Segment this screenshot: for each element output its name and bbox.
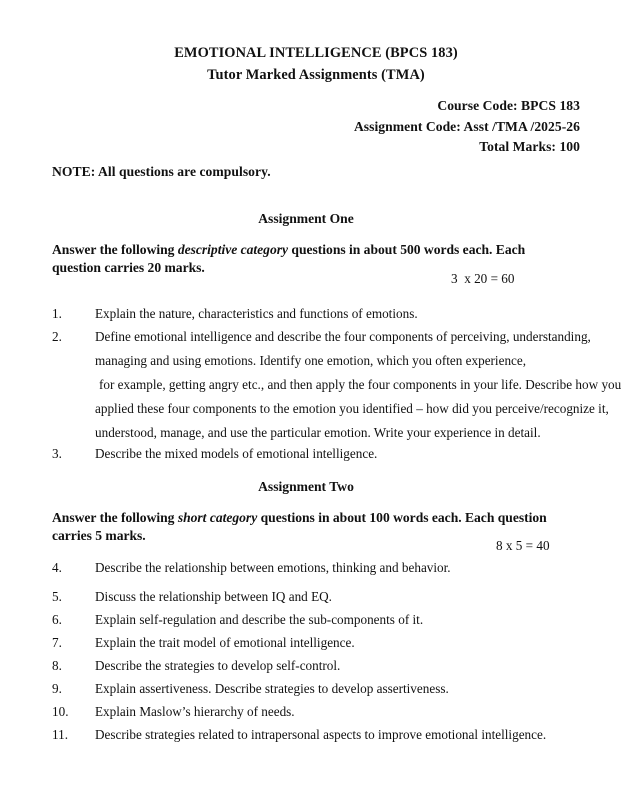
question-row — [52, 723, 625, 747]
question-text — [95, 442, 625, 466]
question-text — [95, 700, 625, 724]
question-row — [52, 442, 625, 466]
question-row — [52, 608, 625, 632]
question-number: 3. — [52, 446, 62, 461]
assignment-one-marks: 3 x 20 = 60 — [451, 271, 515, 286]
question-number: 6. — [52, 612, 62, 627]
compulsory-note: NOTE: All questions are compulsory. — [52, 164, 271, 179]
course-code: Course Code: BPCS 183 — [437, 98, 580, 113]
question-number: 2. — [52, 329, 62, 344]
question-row — [52, 654, 625, 678]
instruction-emphasis: descriptive category — [177, 242, 289, 257]
question-line: Describe the strategies to develop self-control. — [95, 658, 341, 673]
assignment-two-instruction — [52, 509, 560, 544]
instruction-prefix: Answer the following — [52, 510, 178, 525]
question-row — [52, 700, 625, 724]
question-text — [95, 608, 625, 632]
assignment-two-heading: Assignment Two — [258, 479, 354, 494]
question-number: 9. — [52, 681, 62, 696]
question-row — [52, 302, 625, 326]
question-number: 1. — [52, 306, 62, 321]
document-title: EMOTIONAL INTELLIGENCE (BPCS 183) — [174, 45, 458, 61]
question-line: Define emotional intelligence and describe the four components of perceiving, understanding, — [95, 329, 591, 344]
question-line: Describe the mixed models of emotional intelligence. — [95, 446, 378, 461]
question-row — [52, 631, 625, 655]
question-number: 5. — [52, 589, 62, 604]
question-line: Explain the nature, characteristics and functions of emotions. — [95, 306, 418, 321]
question-text — [95, 585, 625, 609]
question-text — [95, 631, 625, 655]
question-row — [52, 585, 625, 609]
total-marks: Total Marks: 100 — [479, 139, 580, 154]
question-line: applied these four components to the emotion you identified – how did you perceive/recognize it, — [95, 401, 609, 416]
question-line: managing and using emotions. Identify one emotion, which you often experience, — [95, 353, 527, 368]
question-line: Discuss the relationship between IQ and EQ. — [95, 589, 332, 604]
question-row — [52, 556, 625, 580]
question-text — [95, 677, 625, 701]
document-subtitle: Tutor Marked Assignments (TMA) — [207, 67, 425, 83]
question-line: Explain assertiveness. Describe strategies to develop assertiveness. — [95, 681, 449, 696]
question-line: understood, manage, and use the particular emotion. Write your experience in detail. — [95, 425, 541, 440]
assignment-one-heading: Assignment One — [258, 211, 354, 226]
question-line: Explain the trait model of emotional intelligence. — [95, 635, 355, 650]
question-row — [52, 677, 625, 701]
instruction-prefix: Answer the following — [52, 242, 178, 257]
question-number: 8. — [52, 658, 62, 673]
question-text — [95, 723, 625, 747]
question-line: for example, getting angry etc., and then apply the four components in your life. Describe how you — [99, 377, 622, 392]
question-line: Describe the relationship between emotions, thinking and behavior. — [95, 560, 451, 575]
assignment-code: Assignment Code: Asst /TMA /2025-26 — [353, 118, 580, 134]
question-number: 4. — [52, 560, 62, 575]
question-line: Describe strategies related to intrapersonal aspects to improve emotional intelligence. — [95, 727, 547, 742]
question-line: Explain self-regulation and describe the sub-components of it. — [95, 612, 424, 627]
question-number: 7. — [52, 635, 62, 650]
instruction-suffix: questions in about 500 words each. Each question carries 20 marks. — [52, 242, 526, 275]
question-text — [95, 556, 625, 580]
question-text — [95, 302, 625, 326]
instruction-emphasis: short category — [177, 510, 258, 525]
question-text — [95, 325, 625, 445]
question-line: Explain Maslow’s hierarchy of needs. — [95, 704, 295, 719]
title-block — [52, 42, 580, 86]
assignment-two-marks: 8 x 5 = 40 — [496, 538, 550, 553]
question-number: 10. — [52, 704, 69, 719]
course-meta-block — [52, 96, 580, 158]
question-row — [52, 325, 625, 445]
question-text — [95, 654, 625, 678]
question-number: 11. — [52, 727, 68, 742]
instruction-suffix: questions in about 100 words each. Each question carries 5 marks. — [52, 510, 547, 543]
